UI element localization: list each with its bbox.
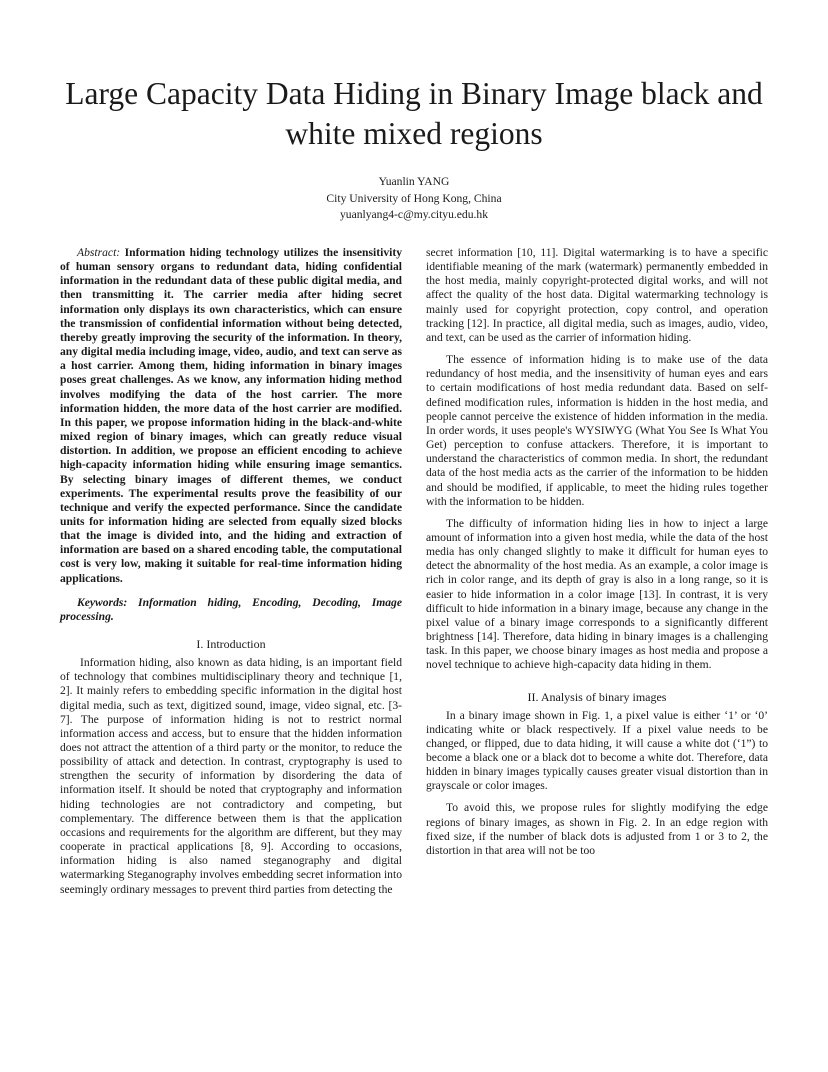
section-heading-introduction: I. Introduction [196,637,266,652]
body-paragraph: The essence of information hiding is to make use of the data redundancy of host media, and the insensitivity of human eyes and ears to certain modifications of host media redundant data. Based on self-defined modification rules, information is hidden in the host media, and people cannot perceive the existence of hidden information in the media. In order words, it uses people's WYSIWYG (What You See Is What You Get) perception to confuse attackers. Therefore, it is important to understand the characteristics of common media. In short, the redundant data of the host media acts as the carrier of the information to be hidden and should be modified, if applicable, to meet the hiding rules together with the information to be hidden. [426,353,768,508]
body-paragraph: secret information [10, 11]. Digital watermarking is to have a specific identifiable meaning of the mark (watermark) permanently embedded in the host media, mainly copyright-protected digital works, and will not affect the quality of the host data. Digital watermarking technology is mainly used for copyright protection, copy control, and operation tracking [12]. In practice, all digital media, such as images, audio, video, and text, can be used as the carrier of information hiding. [426,246,768,344]
left-column [60,246,402,897]
abstract-label: Abstract: [77,246,121,259]
analysis-paragraph: In a binary image shown in Fig. 1, a pixel value is either ‘1’ or ‘0’ indicating white or black respectively. If a pixel value needs to be changed, or flipped, due to data hiding, it will cause a white dot (‘1”) to become a black one or a black dot to become a white dot. Therefore, data hidden in binary images typically causes greater visual distortion than in grayscale or color images. [426,708,768,793]
author-email: yuanlyang4-c@my.cityu.edu.hk [339,208,489,221]
introduction-paragraph: Information hiding, also known as data hiding, is an important field of technology that combines multidisciplinary theory and technique [1, 2]. It mainly refers to embedding specific information in the digital host digital media, such as text, digitized sound, image, video signal, etc. [3-7]. The purpose of information hiding is not to restrict normal information access and access, but to ensure that the hidden information does not attract the attention of a third party or the monitor, to reduce the possibility of attack and detection. In contrast, cryptography is used to strengthen the security of information by disordering the data of information itself. It should be noted that cryptography and information hiding technologies are not contradictory and competing, but complementary. The difference between them is that the application occasions and requirements for the algorithm are different, but they may cooperate in practical applications [8, 9]. According to occasions, information hiding is also named steganography and digital watermarking Steganography involves embedding secret information into seemingly ordinary messages to prevent third parties from detecting the [60,656,402,896]
body-paragraph: The difficulty of information hiding lies in how to inject a large amount of information into a given host media, while the data of the host media has only changed slightly to make it difficult for human eyes to detect the abnormality of the host media. As an example, a color image is rich in color range, and its depth of gray is also in a long range, so it is easier to hide information in a color image [13]. In contrast, it is very difficult to hide information in a binary image, because any change in the pixel value of a binary image corresponds to a significantly different brightness [14]. Therefore, data hiding in binary images is a challenging task. In this paper, we choose binary images as host media and propose a novel technique to achieve high-capacity data hiding in them. [426,516,768,672]
abstract-text: Information hiding technology utilizes the insensitivity of human sensory organs to redundant data, hiding confidential information in the redundant data of these public digital media, and then transmitting it. The carrier media after hiding secret information only displays its own characteristics, which can ensure the transmission of confidential information without being detected, thereby greatly improving the security of the information. In theory, any digital media including image, video, audio, and text can serve as a host carrier. Among them, hiding information in binary images poses great challenges. As we know, any information hiding method involves modifying the data of the host carrier. The more information hidden, the more data of the host carrier are modified. In this paper, we propose information hiding in the black-and-white mixed region of binary images, which can greatly reduce visual distortion. In addition, we propose an efficient encoding to achieve high-capacity information hiding while ensuring image semantics. By selecting binary images of different themes, we conduct experiments. The experimental results prove the feasibility of our technique and verify the expected performance. Since the candidate units for information hiding are selected from equally sized blocks that the image is divided into, and the hiding and extraction of information are based on a shared encoding table, the computational cost is very low, making it suitable for real-time information hiding applications. [60,246,402,585]
author-name: Yuanlin YANG [378,175,450,188]
analysis-paragraph: To avoid this, we propose rules for slightly modifying the edge regions of binary images, as shown in Fig. 2. In an edge region with fixed size, if the number of black dots is adjusted from 1 or 3 to 2, the distortion in that area will not be too [426,801,768,857]
keywords: Keywords: Information hiding, Encoding, Decoding, Image processing. [60,595,402,623]
author-affiliation: City University of Hong Kong, China [326,191,502,205]
author-block [0,174,828,224]
section-heading-analysis: II. Analysis of binary images [527,689,667,704]
right-column [426,246,768,858]
abstract [60,246,402,586]
paper-title: Large Capacity Data Hiding in Binary Image black and white mixed regions [65,76,763,151]
